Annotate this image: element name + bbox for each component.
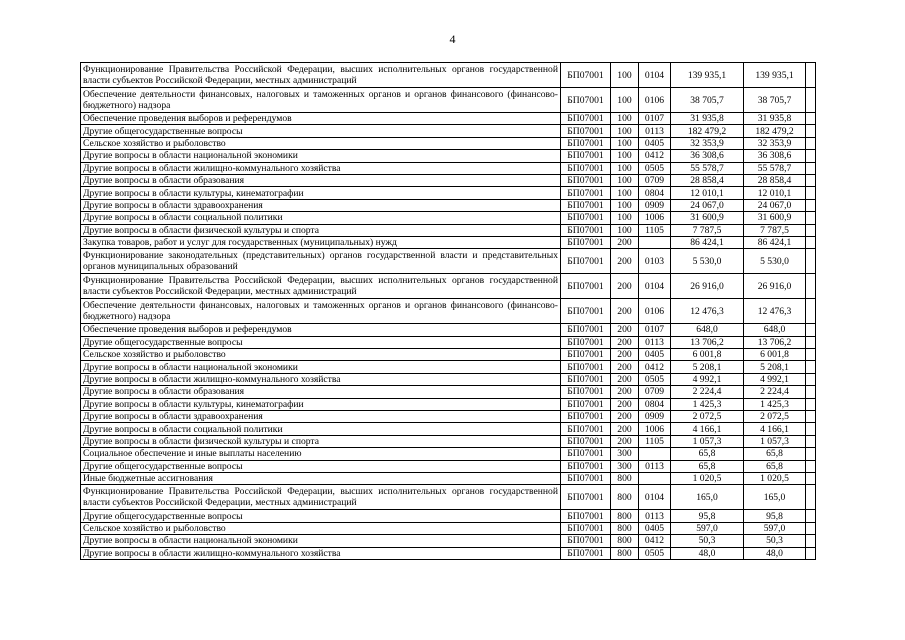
target-code-cell: БП07001 bbox=[561, 150, 611, 162]
row-name-cell: Закупка товаров, работ и услуг для государственных (муниципальных) нужд bbox=[81, 236, 561, 248]
amount-cell: 50,3 bbox=[671, 535, 744, 547]
row-name-cell: Другие вопросы в области здравоохранения bbox=[81, 411, 561, 423]
section-code-cell: 0804 bbox=[639, 187, 671, 199]
target-code-cell: БП07001 bbox=[561, 423, 611, 435]
amount-total-cell: 7 787,5 bbox=[744, 224, 806, 236]
target-code-cell: БП07001 bbox=[561, 435, 611, 447]
amount-total-cell: 31 600,9 bbox=[744, 212, 806, 224]
row-name-cell: Функционирование Правительства Российской Федерации, высших исполнительных органов государственной власти субъектов Российской Федерации, местных администраций bbox=[81, 274, 561, 299]
section-code-cell: 0709 bbox=[639, 174, 671, 186]
amount-total-cell: 12 010,1 bbox=[744, 187, 806, 199]
row-name-cell: Другие общегосударственные вопросы bbox=[81, 336, 561, 348]
empty-cell bbox=[806, 324, 816, 336]
section-code-cell bbox=[639, 448, 671, 460]
target-code-cell: БП07001 bbox=[561, 522, 611, 534]
target-code-cell: БП07001 bbox=[561, 224, 611, 236]
amount-cell: 5 530,0 bbox=[671, 249, 744, 274]
row-name-cell: Другие вопросы в области социальной политики bbox=[81, 212, 561, 224]
section-code-cell: 0505 bbox=[639, 547, 671, 559]
section-code-cell: 0113 bbox=[639, 510, 671, 522]
amount-total-cell: 1 057,3 bbox=[744, 435, 806, 447]
target-code-cell: БП07001 bbox=[561, 162, 611, 174]
table-row bbox=[81, 522, 816, 534]
empty-cell bbox=[806, 472, 816, 484]
empty-cell bbox=[806, 386, 816, 398]
amount-total-cell: 32 353,9 bbox=[744, 137, 806, 149]
amount-total-cell: 65,8 bbox=[744, 448, 806, 460]
target-code-cell: БП07001 bbox=[561, 187, 611, 199]
amount-cell: 1 425,3 bbox=[671, 398, 744, 410]
row-name-cell: Социальное обеспечение и иные выплаты населению bbox=[81, 448, 561, 460]
expense-type-cell: 100 bbox=[611, 174, 639, 186]
empty-cell bbox=[806, 212, 816, 224]
table-row bbox=[81, 299, 816, 324]
section-code-cell: 0412 bbox=[639, 535, 671, 547]
table-row bbox=[81, 249, 816, 274]
target-code-cell: БП07001 bbox=[561, 411, 611, 423]
section-code-cell: 0107 bbox=[639, 324, 671, 336]
amount-cell: 24 067,0 bbox=[671, 199, 744, 211]
table-row bbox=[81, 460, 816, 472]
table-row bbox=[81, 274, 816, 299]
amount-cell: 648,0 bbox=[671, 324, 744, 336]
empty-cell bbox=[806, 224, 816, 236]
amount-total-cell: 13 706,2 bbox=[744, 336, 806, 348]
expense-type-cell: 200 bbox=[611, 423, 639, 435]
amount-total-cell: 2 224,4 bbox=[744, 386, 806, 398]
row-name-cell: Функционирование Правительства Российской Федерации, высших исполнительных органов государственной власти субъектов Российской Федерации, местных администраций bbox=[81, 485, 561, 510]
row-name-cell: Другие вопросы в области жилищно-коммунального хозяйства bbox=[81, 373, 561, 385]
empty-cell bbox=[806, 485, 816, 510]
amount-cell: 597,0 bbox=[671, 522, 744, 534]
amount-total-cell: 95,8 bbox=[744, 510, 806, 522]
expense-type-cell: 100 bbox=[611, 162, 639, 174]
target-code-cell: БП07001 bbox=[561, 373, 611, 385]
table-row bbox=[81, 386, 816, 398]
empty-cell bbox=[806, 349, 816, 361]
table-row bbox=[81, 349, 816, 361]
amount-total-cell: 31 935,8 bbox=[744, 113, 806, 125]
target-code-cell: БП07001 bbox=[561, 336, 611, 348]
expense-type-cell: 200 bbox=[611, 398, 639, 410]
table-row bbox=[81, 411, 816, 423]
expense-type-cell: 200 bbox=[611, 373, 639, 385]
section-code-cell: 1006 bbox=[639, 423, 671, 435]
table-row bbox=[81, 398, 816, 410]
amount-cell: 4 166,1 bbox=[671, 423, 744, 435]
target-code-cell: БП07001 bbox=[561, 236, 611, 248]
amount-cell: 6 001,8 bbox=[671, 349, 744, 361]
table-row bbox=[81, 63, 816, 88]
amount-total-cell: 28 858,4 bbox=[744, 174, 806, 186]
amount-total-cell: 50,3 bbox=[744, 535, 806, 547]
target-code-cell: БП07001 bbox=[561, 398, 611, 410]
section-code-cell: 0106 bbox=[639, 299, 671, 324]
empty-cell bbox=[806, 113, 816, 125]
expense-type-cell: 100 bbox=[611, 199, 639, 211]
amount-cell: 12 476,3 bbox=[671, 299, 744, 324]
empty-cell bbox=[806, 510, 816, 522]
empty-cell bbox=[806, 435, 816, 447]
expense-type-cell: 100 bbox=[611, 137, 639, 149]
empty-cell bbox=[806, 299, 816, 324]
empty-cell bbox=[806, 199, 816, 211]
section-code-cell bbox=[639, 472, 671, 484]
section-code-cell: 0113 bbox=[639, 460, 671, 472]
amount-cell: 86 424,1 bbox=[671, 236, 744, 248]
row-name-cell: Другие вопросы в области национальной экономики bbox=[81, 535, 561, 547]
amount-cell: 36 308,6 bbox=[671, 150, 744, 162]
target-code-cell: БП07001 bbox=[561, 137, 611, 149]
expense-type-cell: 200 bbox=[611, 249, 639, 274]
target-code-cell: БП07001 bbox=[561, 472, 611, 484]
amount-total-cell: 55 578,7 bbox=[744, 162, 806, 174]
row-name-cell: Обеспечение проведения выборов и референдумов bbox=[81, 113, 561, 125]
expense-type-cell: 100 bbox=[611, 88, 639, 113]
amount-total-cell: 24 067,0 bbox=[744, 199, 806, 211]
empty-cell bbox=[806, 150, 816, 162]
amount-cell: 31 935,8 bbox=[671, 113, 744, 125]
empty-cell bbox=[806, 187, 816, 199]
expense-type-cell: 200 bbox=[611, 336, 639, 348]
row-name-cell: Другие вопросы в области социальной политики bbox=[81, 423, 561, 435]
amount-total-cell: 165,0 bbox=[744, 485, 806, 510]
row-name-cell: Иные бюджетные ассигнования bbox=[81, 472, 561, 484]
amount-cell: 139 935,1 bbox=[671, 63, 744, 88]
expense-type-cell: 300 bbox=[611, 460, 639, 472]
amount-total-cell: 1 020,5 bbox=[744, 472, 806, 484]
row-name-cell: Обеспечение деятельности финансовых, налоговых и таможенных органов и органов финансового (финансово-бюджетного) надзора bbox=[81, 88, 561, 113]
amount-total-cell: 36 308,6 bbox=[744, 150, 806, 162]
table-row bbox=[81, 423, 816, 435]
amount-total-cell: 26 916,0 bbox=[744, 274, 806, 299]
expense-type-cell: 200 bbox=[611, 349, 639, 361]
section-code-cell: 0412 bbox=[639, 361, 671, 373]
section-code-cell: 0505 bbox=[639, 373, 671, 385]
row-name-cell: Другие вопросы в области образования bbox=[81, 174, 561, 186]
table-row bbox=[81, 113, 816, 125]
table-row bbox=[81, 324, 816, 336]
table-row bbox=[81, 547, 816, 559]
table-row bbox=[81, 187, 816, 199]
row-name-cell: Другие вопросы в области здравоохранения bbox=[81, 199, 561, 211]
expense-type-cell: 200 bbox=[611, 236, 639, 248]
row-name-cell: Другие вопросы в области культуры, кинематографии bbox=[81, 187, 561, 199]
section-code-cell: 1105 bbox=[639, 435, 671, 447]
amount-cell: 32 353,9 bbox=[671, 137, 744, 149]
expense-type-cell: 800 bbox=[611, 510, 639, 522]
target-code-cell: БП07001 bbox=[561, 386, 611, 398]
table-row bbox=[81, 162, 816, 174]
section-code-cell: 0104 bbox=[639, 485, 671, 510]
empty-cell bbox=[806, 411, 816, 423]
amount-total-cell: 12 476,3 bbox=[744, 299, 806, 324]
table-row bbox=[81, 510, 816, 522]
amount-cell: 26 916,0 bbox=[671, 274, 744, 299]
row-name-cell: Сельское хозяйство и рыболовство bbox=[81, 522, 561, 534]
row-name-cell: Другие вопросы в области физической культуры и спорта bbox=[81, 224, 561, 236]
target-code-cell: БП07001 bbox=[561, 249, 611, 274]
empty-cell bbox=[806, 137, 816, 149]
table-row bbox=[81, 212, 816, 224]
amount-total-cell: 6 001,8 bbox=[744, 349, 806, 361]
target-code-cell: БП07001 bbox=[561, 63, 611, 88]
amount-cell: 55 578,7 bbox=[671, 162, 744, 174]
expense-type-cell: 100 bbox=[611, 125, 639, 137]
empty-cell bbox=[806, 535, 816, 547]
amount-cell: 28 858,4 bbox=[671, 174, 744, 186]
empty-cell bbox=[806, 522, 816, 534]
page-number: 4 bbox=[449, 32, 456, 46]
row-name-cell: Другие вопросы в области национальной экономики bbox=[81, 150, 561, 162]
amount-cell: 165,0 bbox=[671, 485, 744, 510]
expense-type-cell: 200 bbox=[611, 299, 639, 324]
row-name-cell: Другие общегосударственные вопросы bbox=[81, 510, 561, 522]
amount-cell: 7 787,5 bbox=[671, 224, 744, 236]
section-code-cell: 0804 bbox=[639, 398, 671, 410]
row-name-cell: Другие вопросы в области культуры, кинематографии bbox=[81, 398, 561, 410]
empty-cell bbox=[806, 423, 816, 435]
table-row bbox=[81, 535, 816, 547]
empty-cell bbox=[806, 88, 816, 113]
expense-type-cell: 200 bbox=[611, 274, 639, 299]
section-code-cell: 0412 bbox=[639, 150, 671, 162]
row-name-cell: Другие общегосударственные вопросы bbox=[81, 460, 561, 472]
expense-type-cell: 100 bbox=[611, 212, 639, 224]
target-code-cell: БП07001 bbox=[561, 125, 611, 137]
amount-total-cell: 1 425,3 bbox=[744, 398, 806, 410]
target-code-cell: БП07001 bbox=[561, 199, 611, 211]
empty-cell bbox=[806, 274, 816, 299]
empty-cell bbox=[806, 398, 816, 410]
empty-cell bbox=[806, 236, 816, 248]
table-row bbox=[81, 224, 816, 236]
expense-type-cell: 100 bbox=[611, 187, 639, 199]
table-row bbox=[81, 150, 816, 162]
amount-total-cell: 48,0 bbox=[744, 547, 806, 559]
target-code-cell: БП07001 bbox=[561, 485, 611, 510]
expense-type-cell: 200 bbox=[611, 411, 639, 423]
expense-type-cell: 200 bbox=[611, 324, 639, 336]
table-row bbox=[81, 336, 816, 348]
amount-cell: 182 479,2 bbox=[671, 125, 744, 137]
target-code-cell: БП07001 bbox=[561, 448, 611, 460]
target-code-cell: БП07001 bbox=[561, 88, 611, 113]
amount-cell: 95,8 bbox=[671, 510, 744, 522]
amount-cell: 65,8 bbox=[671, 448, 744, 460]
empty-cell bbox=[806, 162, 816, 174]
amount-cell: 4 992,1 bbox=[671, 373, 744, 385]
target-code-cell: БП07001 bbox=[561, 299, 611, 324]
amount-total-cell: 4 166,1 bbox=[744, 423, 806, 435]
row-name-cell: Другие вопросы в области жилищно-коммунального хозяйства bbox=[81, 547, 561, 559]
table-row bbox=[81, 88, 816, 113]
row-name-cell: Другие вопросы в области жилищно-коммунального хозяйства bbox=[81, 162, 561, 174]
section-code-cell: 0909 bbox=[639, 199, 671, 211]
section-code-cell: 0405 bbox=[639, 137, 671, 149]
amount-cell: 48,0 bbox=[671, 547, 744, 559]
row-name-cell: Другие вопросы в области физической культуры и спорта bbox=[81, 435, 561, 447]
empty-cell bbox=[806, 125, 816, 137]
amount-total-cell: 597,0 bbox=[744, 522, 806, 534]
table-row bbox=[81, 448, 816, 460]
row-name-cell: Функционирование законодательных (представительных) органов государственной власти и представительных органов муниципальных образований bbox=[81, 249, 561, 274]
row-name-cell: Сельское хозяйство и рыболовство bbox=[81, 137, 561, 149]
empty-cell bbox=[806, 547, 816, 559]
amount-cell: 5 208,1 bbox=[671, 361, 744, 373]
section-code-cell: 0107 bbox=[639, 113, 671, 125]
target-code-cell: БП07001 bbox=[561, 361, 611, 373]
empty-cell bbox=[806, 174, 816, 186]
empty-cell bbox=[806, 373, 816, 385]
empty-cell bbox=[806, 448, 816, 460]
amount-total-cell: 38 705,7 bbox=[744, 88, 806, 113]
expense-type-cell: 200 bbox=[611, 386, 639, 398]
section-code-cell bbox=[639, 236, 671, 248]
amount-cell: 1 057,3 bbox=[671, 435, 744, 447]
section-code-cell: 0104 bbox=[639, 274, 671, 299]
amount-cell: 13 706,2 bbox=[671, 336, 744, 348]
section-code-cell: 0104 bbox=[639, 63, 671, 88]
section-code-cell: 1105 bbox=[639, 224, 671, 236]
section-code-cell: 0113 bbox=[639, 125, 671, 137]
row-name-cell: Обеспечение деятельности финансовых, налоговых и таможенных органов и органов финансового (финансово-бюджетного) надзора bbox=[81, 299, 561, 324]
amount-cell: 31 600,9 bbox=[671, 212, 744, 224]
table-row bbox=[81, 174, 816, 186]
table-row bbox=[81, 236, 816, 248]
expense-type-cell: 800 bbox=[611, 485, 639, 510]
row-name-cell: Другие вопросы в области образования bbox=[81, 386, 561, 398]
amount-cell: 38 705,7 bbox=[671, 88, 744, 113]
section-code-cell: 0405 bbox=[639, 522, 671, 534]
row-name-cell: Обеспечение проведения выборов и референдумов bbox=[81, 324, 561, 336]
empty-cell bbox=[806, 336, 816, 348]
row-name-cell: Другие вопросы в области национальной экономики bbox=[81, 361, 561, 373]
section-code-cell: 1006 bbox=[639, 212, 671, 224]
section-code-cell: 0113 bbox=[639, 336, 671, 348]
amount-cell: 1 020,5 bbox=[671, 472, 744, 484]
amount-total-cell: 65,8 bbox=[744, 460, 806, 472]
table-row bbox=[81, 137, 816, 149]
expense-type-cell: 200 bbox=[611, 435, 639, 447]
row-name-cell: Функционирование Правительства Российской Федерации, высших исполнительных органов государственной власти субъектов Российской Федерации, местных администраций bbox=[81, 63, 561, 88]
target-code-cell: БП07001 bbox=[561, 324, 611, 336]
amount-total-cell: 86 424,1 bbox=[744, 236, 806, 248]
amount-total-cell: 182 479,2 bbox=[744, 125, 806, 137]
expense-type-cell: 800 bbox=[611, 472, 639, 484]
amount-total-cell: 5 530,0 bbox=[744, 249, 806, 274]
expense-type-cell: 300 bbox=[611, 448, 639, 460]
amount-cell: 12 010,1 bbox=[671, 187, 744, 199]
amount-total-cell: 2 072,5 bbox=[744, 411, 806, 423]
target-code-cell: БП07001 bbox=[561, 547, 611, 559]
empty-cell bbox=[806, 361, 816, 373]
target-code-cell: БП07001 bbox=[561, 510, 611, 522]
expense-type-cell: 800 bbox=[611, 547, 639, 559]
section-code-cell: 0709 bbox=[639, 386, 671, 398]
expense-type-cell: 100 bbox=[611, 113, 639, 125]
expense-type-cell: 800 bbox=[611, 535, 639, 547]
budget-table bbox=[80, 62, 816, 560]
empty-cell bbox=[806, 63, 816, 88]
target-code-cell: БП07001 bbox=[561, 274, 611, 299]
table-row bbox=[81, 361, 816, 373]
amount-total-cell: 5 208,1 bbox=[744, 361, 806, 373]
target-code-cell: БП07001 bbox=[561, 460, 611, 472]
expense-type-cell: 800 bbox=[611, 522, 639, 534]
section-code-cell: 0909 bbox=[639, 411, 671, 423]
empty-cell bbox=[806, 249, 816, 274]
expense-type-cell: 100 bbox=[611, 150, 639, 162]
target-code-cell: БП07001 bbox=[561, 212, 611, 224]
amount-cell: 2 072,5 bbox=[671, 411, 744, 423]
expense-type-cell: 100 bbox=[611, 63, 639, 88]
table-row bbox=[81, 199, 816, 211]
table-row bbox=[81, 125, 816, 137]
target-code-cell: БП07001 bbox=[561, 113, 611, 125]
amount-cell: 65,8 bbox=[671, 460, 744, 472]
expense-type-cell: 200 bbox=[611, 361, 639, 373]
empty-cell bbox=[806, 460, 816, 472]
section-code-cell: 0505 bbox=[639, 162, 671, 174]
expense-type-cell: 100 bbox=[611, 224, 639, 236]
section-code-cell: 0405 bbox=[639, 349, 671, 361]
section-code-cell: 0103 bbox=[639, 249, 671, 274]
amount-total-cell: 648,0 bbox=[744, 324, 806, 336]
amount-total-cell: 4 992,1 bbox=[744, 373, 806, 385]
table-row bbox=[81, 485, 816, 510]
target-code-cell: БП07001 bbox=[561, 349, 611, 361]
table-row bbox=[81, 435, 816, 447]
amount-total-cell: 139 935,1 bbox=[744, 63, 806, 88]
row-name-cell: Сельское хозяйство и рыболовство bbox=[81, 349, 561, 361]
amount-cell: 2 224,4 bbox=[671, 386, 744, 398]
row-name-cell: Другие общегосударственные вопросы bbox=[81, 125, 561, 137]
section-code-cell: 0106 bbox=[639, 88, 671, 113]
table-row bbox=[81, 472, 816, 484]
target-code-cell: БП07001 bbox=[561, 174, 611, 186]
target-code-cell: БП07001 bbox=[561, 535, 611, 547]
table-row bbox=[81, 373, 816, 385]
